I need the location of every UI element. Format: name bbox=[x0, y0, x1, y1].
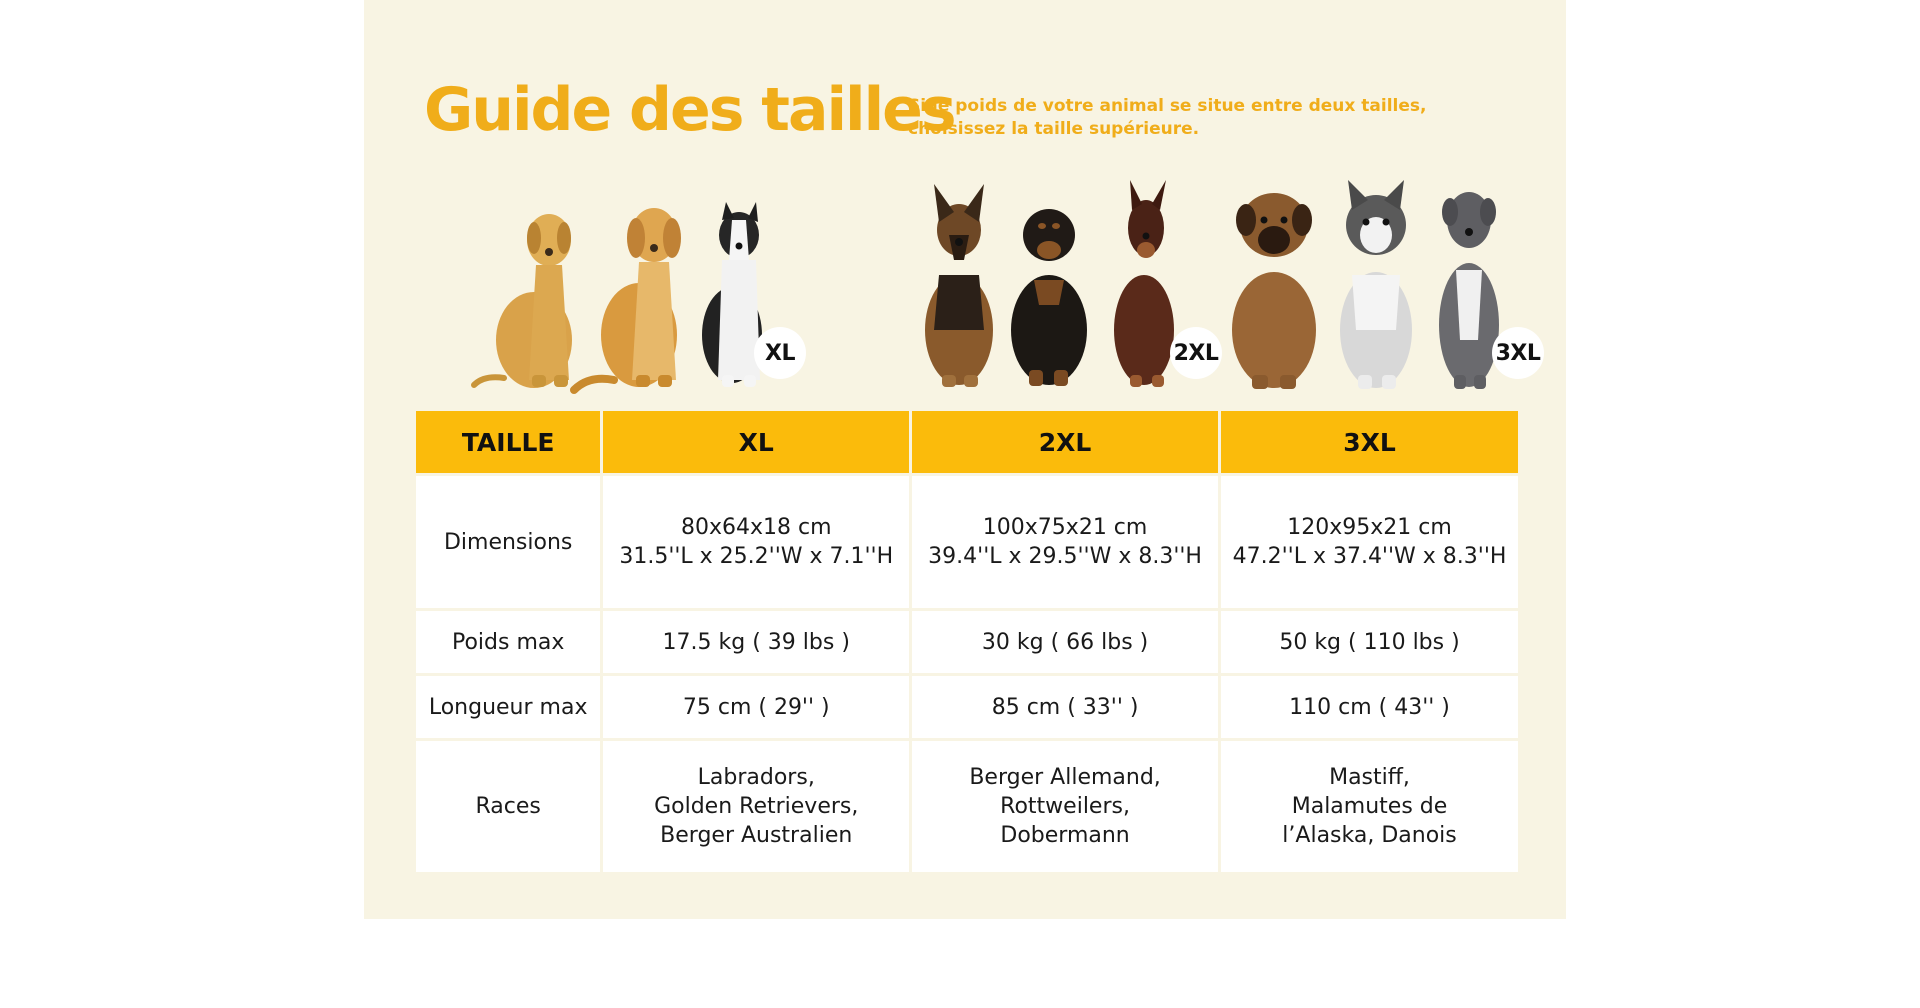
page-title: Guide des tailles bbox=[424, 75, 955, 145]
size-badge-2xl: 2XL bbox=[1170, 327, 1222, 379]
cell-length-2xl: 85 cm ( 33'' ) bbox=[912, 676, 1218, 738]
great-dane-icon bbox=[1439, 192, 1499, 389]
breed-line: Dobermann bbox=[1000, 823, 1130, 848]
cell-length-3xl: 110 cm ( 43'' ) bbox=[1221, 676, 1518, 738]
cell-dimensions-xl bbox=[603, 476, 909, 608]
cell-length-xl: 75 cm ( 29'' ) bbox=[603, 676, 909, 738]
breed-line: Rottweilers, bbox=[1000, 794, 1130, 819]
malamute-icon bbox=[1340, 180, 1412, 389]
row-label-breeds: Races bbox=[416, 741, 600, 872]
dimensions-2xl-metric: 100x75x21 cm bbox=[982, 515, 1148, 540]
cell-breeds-2xl bbox=[912, 741, 1218, 872]
dimensions-3xl-imperial: 47.2''L x 37.4''W x 8.3''H bbox=[1232, 544, 1507, 569]
table-row-dimensions bbox=[416, 476, 1518, 608]
header-size: TAILLE bbox=[416, 411, 600, 473]
size-guide-card bbox=[364, 0, 1566, 919]
size-advice-note bbox=[908, 95, 1428, 141]
cell-weight-2xl: 30 kg ( 66 lbs ) bbox=[912, 611, 1218, 673]
size-table bbox=[413, 408, 1521, 875]
size-advice-line-1: Si le poids de votre animal se situe entre deux tailles, bbox=[908, 96, 1427, 116]
table-header-row bbox=[416, 411, 1518, 473]
cell-breeds-xl bbox=[603, 741, 909, 872]
dogs-xl-illustration bbox=[464, 180, 824, 400]
header-2xl: 2XL bbox=[912, 411, 1218, 473]
breed-line: Mastiff, bbox=[1329, 765, 1410, 790]
dogs-2xl-illustration bbox=[884, 180, 1264, 400]
size-advice-line-2: choisissez la taille supérieure. bbox=[908, 119, 1200, 139]
cell-weight-3xl: 50 kg ( 110 lbs ) bbox=[1221, 611, 1518, 673]
row-label-length: Longueur max bbox=[416, 676, 600, 738]
dogs-3xl-illustration bbox=[1224, 180, 1554, 400]
border-collie-icon bbox=[702, 202, 762, 387]
cell-breeds-3xl bbox=[1221, 741, 1518, 872]
dimensions-2xl-imperial: 39.4''L x 29.5''W x 8.3''H bbox=[928, 544, 1202, 569]
doberman-icon bbox=[1114, 180, 1174, 387]
header-xl: XL bbox=[603, 411, 909, 473]
size-badge-xl: XL bbox=[754, 327, 806, 379]
table-row-weight bbox=[416, 611, 1518, 673]
header-3xl: 3XL bbox=[1221, 411, 1518, 473]
mastiff-icon bbox=[1232, 193, 1316, 389]
size-badge-3xl: 3XL bbox=[1492, 327, 1544, 379]
cell-weight-xl: 17.5 kg ( 39 lbs ) bbox=[603, 611, 909, 673]
breed-line: Golden Retrievers, bbox=[654, 794, 859, 819]
cell-dimensions-2xl bbox=[912, 476, 1218, 608]
german-shepherd-icon bbox=[925, 184, 993, 387]
dimensions-xl-metric: 80x64x18 cm bbox=[680, 515, 832, 540]
dimensions-xl-imperial: 31.5''L x 25.2''W x 7.1''H bbox=[619, 544, 894, 569]
golden-retriever-icon bbox=[574, 208, 681, 390]
breed-line: Berger Allemand, bbox=[969, 765, 1161, 790]
breed-line: Malamutes de bbox=[1291, 794, 1448, 819]
labrador-icon bbox=[474, 214, 572, 388]
table-row-length bbox=[416, 676, 1518, 738]
breed-line: Berger Australien bbox=[660, 823, 853, 848]
table-row-breeds bbox=[416, 741, 1518, 872]
row-label-weight: Poids max bbox=[416, 611, 600, 673]
dimensions-3xl-metric: 120x95x21 cm bbox=[1287, 515, 1452, 540]
row-label-dimensions: Dimensions bbox=[416, 476, 600, 608]
breed-line: Labradors, bbox=[697, 765, 815, 790]
cell-dimensions-3xl bbox=[1221, 476, 1518, 608]
breed-line: l’Alaska, Danois bbox=[1282, 823, 1457, 848]
rottweiler-icon bbox=[1011, 209, 1087, 386]
